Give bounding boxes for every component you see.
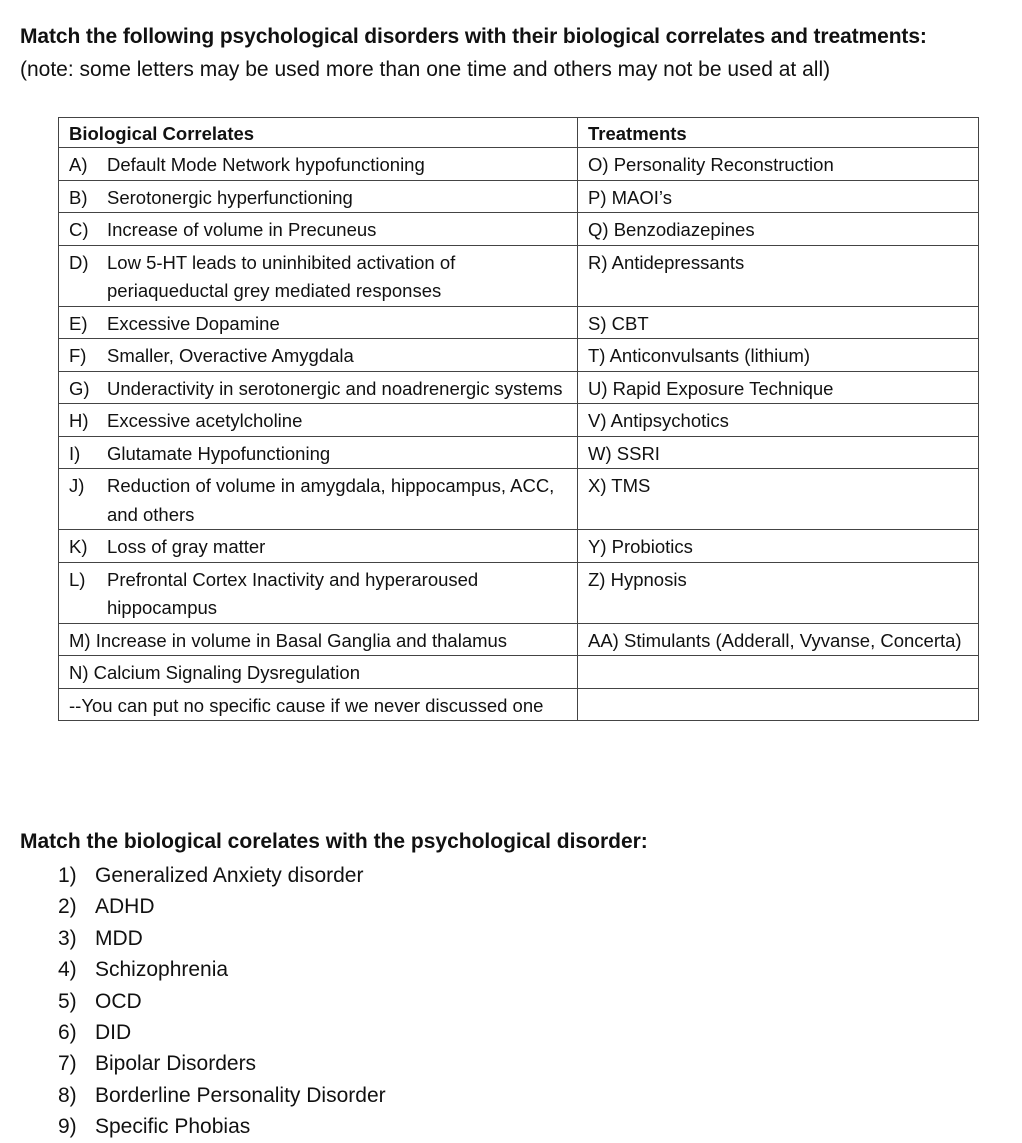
correlate-text: Glutamate Hypofunctioning [107,442,331,464]
list-item-label: MDD [95,926,143,950]
table-row [59,688,979,721]
list-item-label: Specific Phobias [95,1115,251,1139]
table-header-row [59,118,979,148]
treatment-cell: AA) Stimulants (Adderall, Vyvanse, Concerta) [578,623,979,656]
table-row [59,371,979,404]
correlate-cell [59,148,578,181]
instructions-note: (note: some letters may be used more than one time and others may not be used at all) [20,58,831,81]
correlate-text: Underactivity in serotonergic and noadrenergic systems [107,377,563,399]
table-row [59,245,979,306]
correlate-text: Smaller, Overactive Amygdala [107,345,354,366]
treatment-cell: Q) Benzodiazepines [578,213,979,246]
list-item [58,1111,386,1142]
correlate-cell [59,436,578,469]
correlate-letter: A) [69,154,88,175]
correlate-cell: --You can put no specific cause if we never discussed one [59,688,578,721]
list-item [58,923,386,954]
correlate-cell [59,245,578,306]
table-row [59,436,979,469]
correlate-letter: G) [69,377,90,399]
table-row [59,339,979,372]
table-row [59,656,979,689]
correlate-cell [59,371,578,404]
correlate-letter: H) [69,410,89,431]
correlate-text: Reduction of volume in amygdala, hippocampus, ACC, and others [107,475,555,525]
list-item-number: 6) [58,1020,77,1044]
table-row [59,623,979,656]
correlate-text: Excessive acetylcholine [107,410,303,431]
correlate-cell [59,180,578,213]
correlate-cell: M) Increase in volume in Basal Ganglia and thalamus [59,623,578,656]
treatment-cell: R) Antidepressants [578,245,979,306]
treatment-cell: U) Rapid Exposure Technique [578,371,979,404]
correlate-cell: N) Calcium Signaling Dysregulation [59,656,578,689]
correlate-letter: B) [69,186,88,208]
treatment-cell: X) TMS [578,469,979,530]
list-item [58,891,386,922]
table-row [59,180,979,213]
correlate-letter: K) [69,536,88,557]
list-item [58,986,386,1017]
list-item [58,1048,386,1079]
section-subtitle: Match the biological corelates with the psychological disorder: [20,830,648,853]
list-item [58,1080,386,1111]
table-row [59,306,979,339]
correlate-cell [59,530,578,563]
list-item-number: 5) [58,989,77,1013]
correlate-letter: L) [69,568,86,590]
list-item-label: Schizophrenia [95,958,229,982]
correlate-cell [59,306,578,339]
correlate-letter: J) [69,475,85,496]
correlate-text: Default Mode Network hypofunctioning [107,154,425,175]
table-row [59,562,979,623]
header-biological-correlates: Biological Correlates [59,118,578,148]
treatment-cell: P) MAOI’s [578,180,979,213]
list-item-number: 8) [58,1083,77,1107]
header-treatments: Treatments [578,118,979,148]
correlate-cell [59,213,578,246]
correlate-letter: I) [69,442,81,464]
list-item-label: DID [95,1020,132,1044]
list-item-label: Bipolar Disorders [95,1052,257,1076]
list-item [58,860,386,891]
list-item-label: OCD [95,989,142,1013]
correlate-letter: D) [69,251,89,273]
correlate-cell [59,469,578,530]
correlate-cell [59,404,578,437]
correlate-cell [59,562,578,623]
list-item-number: 4) [58,958,77,982]
treatment-cell: O) Personality Reconstruction [578,148,979,181]
treatment-cell: V) Antipsychotics [578,404,979,437]
list-item-number: 3) [58,926,77,950]
list-item-label: ADHD [95,895,155,919]
disorder-list [58,860,386,1143]
correlate-text: Increase of volume in Precuneus [107,219,377,240]
table-row [59,530,979,563]
treatment-cell: S) CBT [578,306,979,339]
treatment-cell: T) Anticonvulsants (lithium) [578,339,979,372]
page-title: Match the following psychological disorders with their biological correlates and treatments: [20,25,927,48]
list-item-number: 2) [58,895,77,919]
correlate-text: Loss of gray matter [107,536,266,557]
list-item-number: 9) [58,1115,77,1139]
treatment-cell-empty [578,688,979,721]
list-item-label: Generalized Anxiety disorder [95,864,364,887]
correlate-letter: F) [69,345,87,366]
treatment-cell: W) SSRI [578,436,979,469]
treatment-cell: Z) Hypnosis [578,562,979,623]
list-item-number: 7) [58,1052,77,1076]
matching-table [58,117,979,721]
table-row [59,404,979,437]
correlate-text: Serotonergic hyperfunctioning [107,186,353,208]
list-item [58,1017,386,1048]
treatment-cell: Y) Probiotics [578,530,979,563]
treatment-cell-empty [578,656,979,689]
table-row [59,213,979,246]
correlate-letter: C) [69,219,89,240]
correlate-text: Excessive Dopamine [107,312,280,334]
correlate-text: Prefrontal Cortex Inactivity and hyperaroused hippocampus [107,568,479,618]
list-item [58,954,386,985]
correlate-cell [59,339,578,372]
list-item-label: Borderline Personality Disorder [95,1083,386,1107]
table-row [59,469,979,530]
list-item-number: 1) [58,864,77,887]
correlate-text: Low 5-HT leads to uninhibited activation of periaqueductal grey mediated responses [107,251,456,301]
table-row [59,148,979,181]
correlate-letter: E) [69,312,88,334]
